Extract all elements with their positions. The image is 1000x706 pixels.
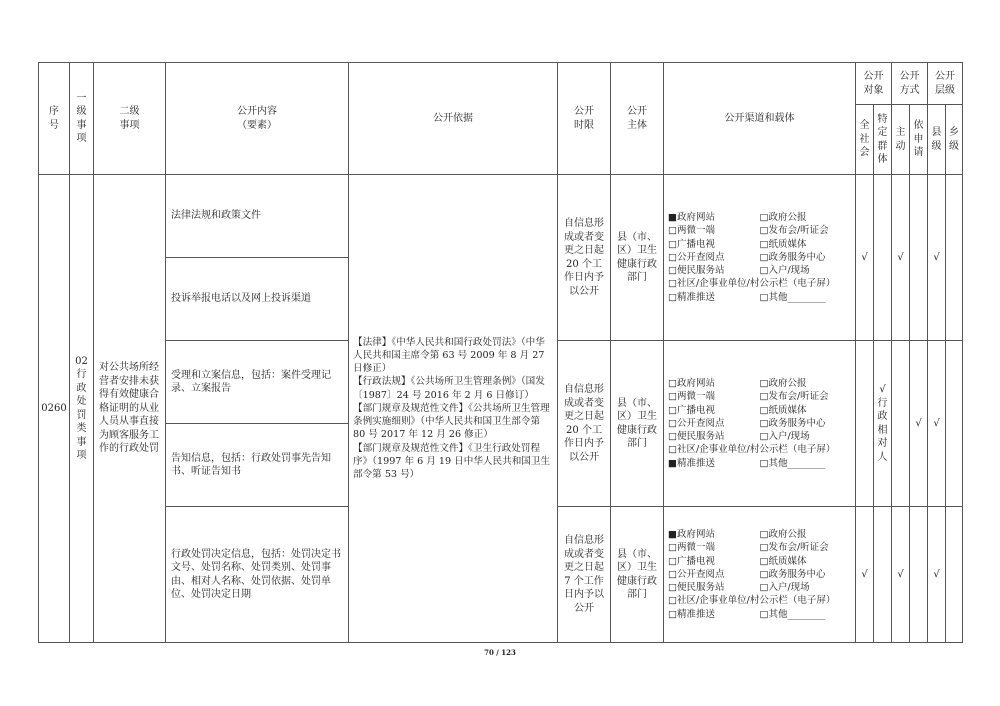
basis-line: 【部门规章及规范性文件】《公共场所卫生管理条例实施细则》（中华人民共和国卫生部令第 80 号 2017 年 12 月 26 修正） bbox=[353, 402, 550, 441]
label-char: 项 bbox=[76, 133, 87, 144]
mode-request-mark: √ bbox=[910, 341, 928, 507]
channel-option: □便民服务站 bbox=[668, 265, 725, 277]
disclosure-table bbox=[38, 62, 963, 643]
record-seq: 0260 bbox=[39, 175, 70, 643]
channel-option: □发布会/听证会 bbox=[759, 225, 829, 237]
channel-option: □政府公报 bbox=[759, 211, 807, 223]
label-char: 处 bbox=[76, 396, 87, 407]
mode-request-mark bbox=[910, 507, 928, 643]
label-line: 公开 bbox=[627, 106, 647, 117]
channel-option: ■精准推送 bbox=[668, 457, 715, 469]
channel-option: □公开查阅点 bbox=[668, 417, 725, 429]
basis-line: 【部门规章及规范性文件】《卫生行政处罚程序》（1997 年 6 月 19 日中华人民共和国卫生部令第 53 号） bbox=[353, 442, 551, 480]
label-line: 公开内容 bbox=[237, 106, 277, 117]
channel-option: □广播电视 bbox=[668, 238, 715, 250]
channel-option: □发布会/听证会 bbox=[759, 391, 829, 403]
label-char: 特 bbox=[877, 113, 888, 125]
content-item: 告知信息，包括：行政处罚事先告知书、听证告知书 bbox=[166, 424, 349, 507]
channel-option: □纸质媒体 bbox=[759, 238, 807, 250]
header-audience-specific bbox=[874, 105, 892, 175]
label-char: √ bbox=[879, 384, 886, 395]
channel-option: □入户/现场 bbox=[759, 582, 810, 594]
header-level-township bbox=[946, 105, 963, 175]
label-char: 请 bbox=[913, 147, 924, 159]
label-char: 类 bbox=[76, 423, 87, 434]
label-char: 政 bbox=[76, 382, 87, 394]
channel-option: □两微一端 bbox=[668, 391, 715, 403]
channel-option: □社区/企事业单位/村公示栏（电子屏） bbox=[668, 278, 836, 290]
channels bbox=[664, 341, 856, 507]
label-line: 事项 bbox=[119, 119, 140, 131]
level-county-mark: √ bbox=[928, 175, 946, 341]
header-time-limit bbox=[558, 63, 611, 175]
label-char: 行 bbox=[76, 369, 87, 380]
channel-option: □两微一端 bbox=[668, 542, 715, 554]
channel-option: □社区/企事业单位/村公示栏（电子屏） bbox=[668, 444, 836, 456]
label-char: 县 bbox=[931, 127, 942, 138]
label-line: 时限 bbox=[574, 119, 594, 131]
header-mode-active bbox=[892, 105, 910, 175]
label-char: 项 bbox=[76, 450, 87, 461]
audience-specific-mark bbox=[874, 175, 892, 341]
header-audience bbox=[856, 63, 892, 105]
subject: 县（市、区）卫生健康行政部门 bbox=[611, 341, 664, 507]
channel-option: □纸质媒体 bbox=[759, 555, 807, 567]
label-char: 级 bbox=[949, 140, 959, 152]
header-mode bbox=[892, 63, 928, 105]
channel-option: □便民服务站 bbox=[668, 582, 725, 594]
header-basis: 公开依据 bbox=[349, 63, 558, 175]
mode-active-mark: √ bbox=[892, 175, 910, 341]
channel-option: □政府公报 bbox=[759, 528, 807, 540]
subject: 县（市、区）卫生健康行政部门 bbox=[611, 507, 664, 643]
label-char: 一 bbox=[76, 92, 87, 104]
header-subject bbox=[611, 63, 664, 175]
record-level1 bbox=[70, 175, 94, 643]
channel-option: □政务服务中心 bbox=[759, 417, 826, 429]
label-char: 事 bbox=[76, 436, 87, 448]
label-char: 对 bbox=[877, 438, 888, 449]
channel-option: ■政府网站 bbox=[668, 528, 715, 540]
header-channels: 公开渠道和载体 bbox=[664, 63, 856, 175]
channel-option: □两微一端 bbox=[668, 225, 715, 237]
label-char: 事 bbox=[76, 119, 87, 131]
channels bbox=[664, 507, 856, 643]
channel-option: □广播电视 bbox=[668, 404, 715, 416]
label-char: 级 bbox=[931, 140, 942, 152]
channel-option: □政府网站 bbox=[668, 377, 715, 389]
label-line: （要素） bbox=[237, 119, 277, 131]
label-char: 全 bbox=[859, 120, 870, 132]
time-limit: 自信息形成或者变更之日起 20 个工作日内予以公开 bbox=[558, 175, 611, 341]
label-line: 对象 bbox=[863, 84, 884, 96]
mode-request-mark bbox=[910, 175, 928, 341]
header-level bbox=[928, 63, 963, 105]
label-char: 级 bbox=[76, 106, 87, 117]
audience-specific-mark bbox=[874, 507, 892, 643]
header-content bbox=[166, 63, 349, 175]
level-township-mark bbox=[946, 341, 963, 507]
level-county-mark: √ bbox=[928, 507, 946, 643]
audience-all-mark bbox=[856, 341, 874, 507]
label-char: 申 bbox=[913, 133, 924, 145]
channels bbox=[664, 175, 856, 341]
subject: 县（市、区）卫生健康行政部门 bbox=[611, 175, 664, 341]
label-char: 体 bbox=[877, 154, 888, 165]
channel-option: □其他________ bbox=[759, 608, 826, 620]
audience-all-mark: √ bbox=[856, 507, 874, 643]
header-mode-request bbox=[910, 105, 928, 175]
label-char: 群 bbox=[877, 140, 888, 152]
channel-option: □政务服务中心 bbox=[759, 251, 826, 263]
label-char: 号 bbox=[49, 119, 59, 131]
header-level2 bbox=[94, 63, 166, 175]
label-line: 公开 bbox=[574, 106, 594, 117]
header-level1 bbox=[70, 63, 94, 175]
label-line: 层级 bbox=[935, 84, 955, 96]
label-char: 定 bbox=[877, 127, 888, 138]
channel-option: □公开查阅点 bbox=[668, 568, 725, 580]
channel-option: □其他________ bbox=[759, 291, 826, 303]
channel-option: □入户/现场 bbox=[759, 265, 810, 277]
basis-line: 【法律】《中华人民共和国行政处罚法》（中华人民共和国主席令第 63 号 2009 年 8 月 27 日修正） bbox=[353, 336, 545, 375]
label-line: 主体 bbox=[627, 119, 647, 131]
channel-option: ■政府网站 bbox=[668, 211, 715, 223]
header-seq bbox=[39, 63, 70, 175]
label-char: 行 bbox=[877, 397, 888, 409]
mode-active-mark: √ bbox=[892, 507, 910, 643]
label-line: 二级 bbox=[119, 106, 140, 117]
content-item: 受理和立案信息，包括：案件受理记录、立案报告 bbox=[166, 341, 349, 424]
time-limit: 自信息形成或者变更之日起 20 个工作日内予以公开 bbox=[558, 341, 611, 507]
channel-option: □公开查阅点 bbox=[668, 251, 725, 263]
label-line: 02 bbox=[75, 355, 88, 367]
page-number: 70 / 123 bbox=[484, 648, 516, 657]
label-line: 公开 bbox=[899, 71, 920, 82]
channel-option: □政务服务中心 bbox=[759, 568, 826, 580]
label-char: 社 bbox=[859, 133, 870, 145]
level-township-mark bbox=[946, 175, 963, 341]
record-basis bbox=[349, 175, 558, 643]
mode-active-mark bbox=[892, 341, 910, 507]
audience-specific-mark bbox=[874, 341, 892, 507]
label-line: 公开 bbox=[935, 71, 955, 82]
record-level2: 对公共场所经营者安排未获得有效健康合格证明的从业人员从事直接为顾客服务工作的行政处罚 bbox=[94, 175, 166, 643]
channel-option: □便民服务站 bbox=[668, 431, 725, 443]
basis-line: 【行政法规】《公共场所卫生管理条例》（国发〔1987〕24 号 2016 年 2 月 6 日修订） bbox=[353, 376, 545, 401]
content-item: 投诉举报电话以及网上投诉渠道 bbox=[166, 258, 349, 341]
channel-option: □纸质媒体 bbox=[759, 404, 807, 416]
label-char: 政 bbox=[877, 411, 888, 422]
content-item: 法律法规和政策文件 bbox=[166, 175, 349, 258]
channel-option: □精准推送 bbox=[668, 608, 715, 620]
label-char: 乡 bbox=[949, 127, 959, 138]
label-char: 罚 bbox=[76, 409, 87, 421]
channel-option: □其他________ bbox=[759, 457, 826, 469]
channel-option: □广播电视 bbox=[668, 555, 715, 567]
label-char: 主 bbox=[895, 127, 906, 138]
label-char: 序 bbox=[49, 106, 59, 117]
label-char: 依 bbox=[913, 120, 924, 132]
channel-option: □精准推送 bbox=[668, 291, 715, 303]
header-audience-all bbox=[856, 105, 874, 175]
label-line: 方式 bbox=[899, 84, 920, 96]
audience-all-mark: √ bbox=[856, 175, 874, 341]
level-county-mark: √ bbox=[928, 341, 946, 507]
content-item: 行政处罚决定信息，包括：处罚决定书文号、处罚名称、处罚类别、处罚事由、相对人名称、处罚依据、处罚单位、处罚决定日期 bbox=[166, 507, 349, 643]
label-line: 公开 bbox=[863, 71, 884, 82]
time-limit: 自信息形成或者变更之日起 7 个工作日内予以公开 bbox=[558, 507, 611, 643]
channel-option: □发布会/听证会 bbox=[759, 542, 829, 554]
label-char: 动 bbox=[895, 140, 906, 152]
label-char: 会 bbox=[859, 147, 870, 159]
channel-option: □入户/现场 bbox=[759, 431, 810, 443]
level-township-mark bbox=[946, 507, 963, 643]
label-char: 人 bbox=[877, 451, 888, 463]
header-level-county bbox=[928, 105, 946, 175]
channel-option: □政府公报 bbox=[759, 377, 807, 389]
label-char: 相 bbox=[877, 424, 888, 436]
channel-option: □社区/企事业单位/村公示栏（电子屏） bbox=[668, 595, 836, 607]
